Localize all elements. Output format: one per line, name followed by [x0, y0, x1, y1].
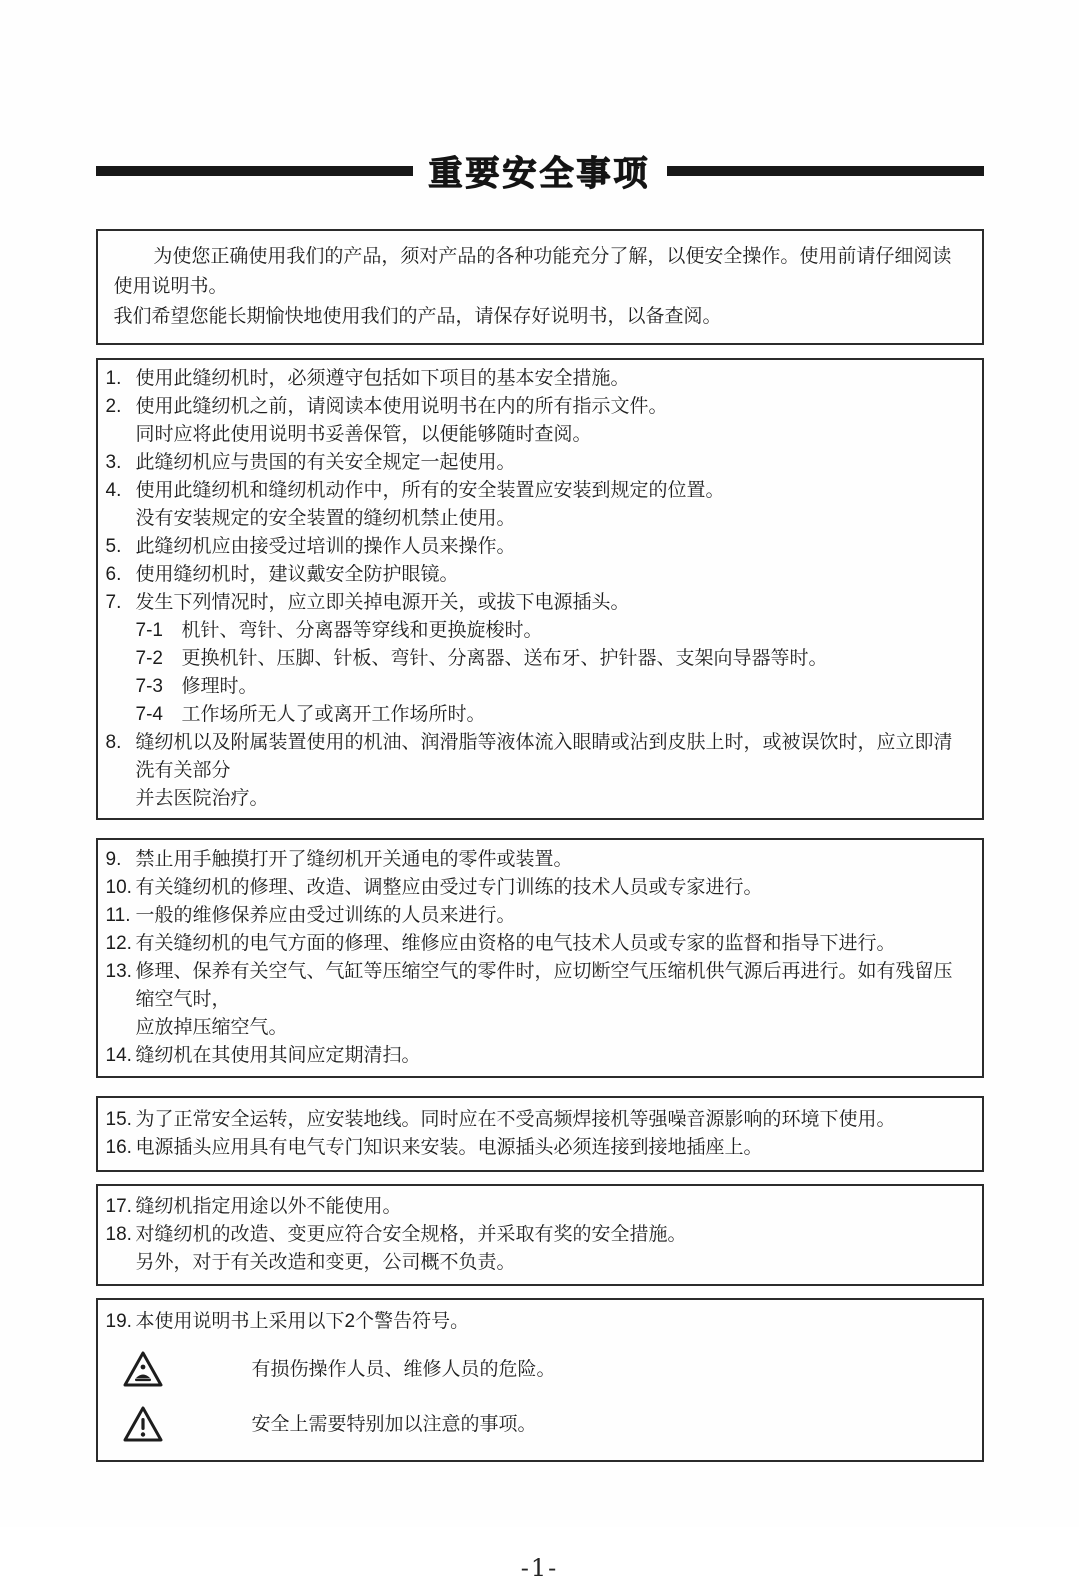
item-text: 本使用说明书上采用以下2个警告符号。	[135, 1311, 470, 1332]
title-row	[96, 0, 984, 195]
item-number: 3.	[105, 452, 122, 473]
item-number: 6.	[105, 564, 122, 585]
intro-box	[96, 229, 984, 345]
item-number: 2.	[105, 396, 122, 417]
item-number: 14.	[105, 1045, 132, 1066]
list-item	[106, 1134, 970, 1162]
list-item-continuation	[106, 1249, 970, 1277]
item-text: 对缝纫机的改造、变更应符合安全规格，并采取有奖的安全措施。	[135, 1224, 687, 1245]
caution-icon	[122, 1405, 164, 1445]
item-text: 没有安装规定的安全装置的缝纫机禁止使用。	[135, 508, 516, 529]
item-text: 使用此缝纫机时，必须遵守包括如下项目的基本安全措施。	[135, 368, 630, 389]
item-text: 此缝纫机应与贵国的有关安全规定一起使用。	[135, 452, 516, 473]
item-text: 同时应将此使用说明书妥善保管，以便能够随时查阅。	[135, 424, 592, 445]
page-title: 重要安全事项	[428, 155, 651, 193]
injury-hazard-icon	[122, 1350, 164, 1390]
item-text: 此缝纫机应由接受过培训的操作人员来操作。	[135, 536, 516, 557]
item-text: 机针、弯针、分离器等穿线和更换旋梭时。	[181, 620, 543, 641]
item-text: 一般的维修保养应由受过训练的人员来进行。	[135, 905, 516, 926]
list-item	[106, 1106, 970, 1134]
list-item	[106, 533, 970, 561]
sub-list-item	[106, 617, 970, 645]
title-rule-right	[667, 166, 984, 176]
item-text: 为了正常安全运转，应安装地线。同时应在不受高频焊接机等强噪音源影响的环境下使用。	[135, 1109, 896, 1130]
item-number: 9.	[105, 849, 122, 870]
list-item	[106, 930, 970, 958]
item-number: 17.	[105, 1196, 132, 1217]
basic-rules-box	[96, 358, 984, 820]
list-item-continuation	[106, 1014, 970, 1042]
service-rules-box	[96, 838, 984, 1078]
item-number: 7-1	[135, 620, 163, 641]
item-number: 7-3	[135, 676, 163, 697]
item-number: 19.	[105, 1311, 132, 1332]
warning-symbol-row	[106, 1404, 970, 1446]
item-text: 并去医院治疗。	[135, 788, 269, 809]
item-text: 另外，对于有关改造和变更，公司概不负责。	[135, 1252, 516, 1273]
item-number: 10.	[105, 877, 132, 898]
item-text: 工作场所无人了或离开工作场所时。	[181, 704, 486, 725]
list-item	[106, 1042, 970, 1070]
item-text: 缝纫机指定用途以外不能使用。	[135, 1196, 402, 1217]
item-text: 缝纫机以及附属装置使用的机油、润滑脂等液体流入眼睛或沾到皮肤上时，或被误饮时，应立即清洗有关部分	[135, 732, 953, 781]
item-text: 应放掉压缩空气。	[135, 1017, 288, 1038]
item-number: 8.	[105, 732, 122, 753]
list-item	[106, 589, 970, 617]
item-text: 修理、保养有关空气、气缸等压缩空气的零件时，应切断空气压缩机供气源后再进行。如有残留压缩空气时，	[135, 961, 953, 1010]
item-text: 有关缝纫机的修理、改造、调整应由受过专门训练的技术人员或专家进行。	[135, 877, 763, 898]
intro-line: 我们希望您能长期愉快地使用我们的产品，请保存好说明书，以备查阅。	[113, 306, 722, 327]
item-text: 有关缝纫机的电气方面的修理、维修应由资格的电气技术人员或专家的监督和指导下进行。	[135, 933, 896, 954]
item-number: 4.	[105, 480, 122, 501]
title-rule-left	[96, 166, 413, 176]
item-text: 电源插头应用具有电气专门知识来安装。电源插头必须连接到接地插座上。	[135, 1137, 763, 1158]
page-number: -1-	[520, 1554, 559, 1582]
sub-list-item	[106, 645, 970, 673]
list-item	[106, 846, 970, 874]
list-item	[106, 449, 970, 477]
list-item	[106, 729, 970, 785]
list-item	[106, 393, 970, 421]
usage-rules-box	[96, 1184, 984, 1286]
intro-line: 为使您正确使用我们的产品，须对产品的各种功能充分了解，以便安全操作。使用前请仔细阅读使用说明书。	[113, 246, 952, 297]
item-text: 缝纫机在其使用其间应定期清扫。	[135, 1045, 421, 1066]
item-text: 更换机针、压脚、针板、弯针、分离器、送布牙、护针器、支架向导器等时。	[181, 648, 828, 669]
item-number: 15.	[105, 1109, 132, 1130]
list-item	[106, 874, 970, 902]
list-item-continuation	[106, 505, 970, 533]
list-item	[106, 958, 970, 1014]
list-item-continuation	[106, 785, 970, 813]
item-number: 7-4	[135, 704, 163, 725]
warning-text: 安全上需要特别加以注意的事项。	[251, 1414, 537, 1435]
warning-symbol-row	[106, 1349, 970, 1391]
list-item	[106, 561, 970, 589]
sub-list-item	[106, 701, 970, 729]
item-number: 11.	[105, 905, 131, 926]
warning-symbols-box	[96, 1298, 984, 1462]
item-number: 18.	[105, 1224, 132, 1245]
list-item	[106, 1308, 970, 1336]
list-item	[106, 477, 970, 505]
item-text: 使用此缝纫机和缝纫机动作中，所有的安全装置应安装到规定的位置。	[135, 480, 725, 501]
item-number: 7-2	[135, 648, 163, 669]
item-number: 1.	[105, 368, 122, 389]
list-item	[106, 1193, 970, 1221]
power-rules-box	[96, 1096, 984, 1172]
item-text: 使用此缝纫机之前，请阅读本使用说明书在内的所有指示文件。	[135, 396, 668, 417]
list-item	[106, 902, 970, 930]
item-text: 禁止用手触摸打开了缝纫机开关通电的零件或装置。	[135, 849, 573, 870]
sub-list-item	[106, 673, 970, 701]
warning-text: 有损伤操作人员、维修人员的危险。	[251, 1359, 556, 1380]
item-number: 13.	[105, 961, 132, 982]
page-content	[96, 0, 984, 1582]
item-number: 12.	[105, 933, 132, 954]
item-number: 16.	[105, 1137, 132, 1158]
item-text: 发生下列情况时，应立即关掉电源开关，或拔下电源插头。	[135, 592, 630, 613]
item-text: 使用缝纫机时，建议戴安全防护眼镜。	[135, 564, 459, 585]
list-item	[106, 365, 970, 393]
item-number: 5.	[105, 536, 122, 557]
list-item-continuation	[106, 421, 970, 449]
list-item	[106, 1221, 970, 1249]
item-text: 修理时。	[181, 676, 258, 697]
item-number: 7.	[105, 592, 122, 613]
